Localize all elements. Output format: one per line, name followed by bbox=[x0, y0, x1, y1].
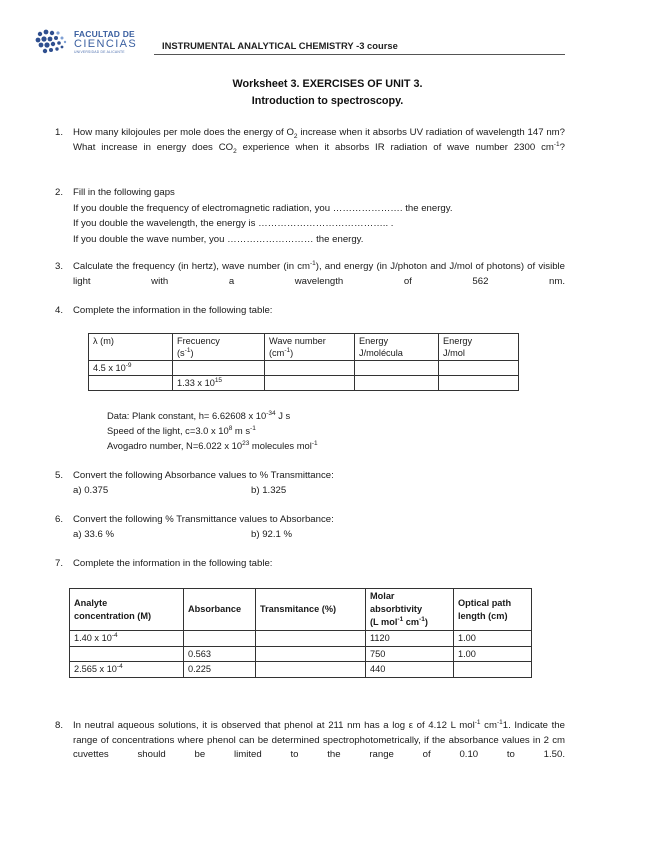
question-1 bbox=[55, 126, 565, 170]
question-4 bbox=[55, 304, 565, 319]
header-molar-absorbtivity: Molar absorbtivity (L mol$^{-1}$ $cm^{-1}$) bbox=[366, 589, 454, 631]
cell-absorbance: 0.563 bbox=[184, 646, 256, 662]
question-7 bbox=[55, 557, 565, 572]
plank-constant: Data: Plank constant, h= 6.62608 x $10^{-34}$ J s bbox=[107, 409, 291, 421]
question-number: 3. bbox=[55, 261, 64, 272]
cell-concentration: 1.40 x $10^{-4}$ bbox=[70, 631, 184, 647]
question-8 bbox=[55, 719, 565, 777]
question-text: Complete the information in the following table: bbox=[73, 558, 273, 569]
logo-line1: FACULTAD DE bbox=[74, 29, 135, 40]
logo-tagline: UNIVERSIDAD DE ALICANTE bbox=[74, 49, 125, 54]
cell-empty bbox=[265, 361, 355, 376]
cell-empty bbox=[439, 361, 519, 376]
cell-transmitance bbox=[256, 646, 366, 662]
table-row bbox=[70, 646, 532, 662]
faculty-logo bbox=[34, 28, 137, 56]
cell-path bbox=[454, 662, 532, 678]
option-a: a) 33.6 % bbox=[73, 528, 115, 540]
header-wavenumber: Wave number $(cm^{-1})$ bbox=[265, 334, 355, 361]
cell-concentration: 2.565 x $10^{-4}$ bbox=[70, 662, 184, 678]
cell-absorbance: 0.225 bbox=[184, 662, 256, 678]
question-number: 7. bbox=[55, 558, 64, 569]
option-b: b) 1.325 bbox=[251, 484, 287, 496]
cell-empty bbox=[89, 376, 173, 391]
header-lambda: λ (m) bbox=[89, 334, 173, 361]
gap-line-3: If you double the wave number, you ……………………… the energy. bbox=[73, 233, 364, 245]
header-energy-molecule: Energy J/molécula bbox=[355, 334, 439, 361]
question-number: 8. bbox=[55, 720, 64, 731]
question-number: 5. bbox=[55, 470, 64, 481]
course-title: INSTRUMENTAL ANALYTICAL CHEMISTRY -3 course bbox=[162, 40, 398, 51]
cell-molar: 440 bbox=[366, 662, 454, 678]
question-number: 6. bbox=[55, 514, 64, 525]
question-5 bbox=[55, 469, 565, 498]
question-number: 4. bbox=[55, 305, 64, 316]
logo-line2: CIENCIAS bbox=[74, 37, 138, 50]
worksheet-title: Worksheet 3. EXERCISES OF UNIT 3. bbox=[232, 78, 423, 90]
cell-concentration bbox=[70, 646, 184, 662]
cell-lambda: 4.5 x $10^{-9}$ bbox=[89, 361, 173, 376]
cell-frequency: 1.33 x $10^{15}$ bbox=[173, 376, 265, 391]
worksheet-subtitle: Introduction to spectroscopy. bbox=[251, 95, 404, 107]
table-row bbox=[89, 361, 519, 376]
question-text: In neutral aqueous solutions, it is observed that phenol at 211 nm has a log ε of 4.12 L mol$^{-1}$ $cm^{-1}1$. Indicate the range of concentrations where phenol can be determined spectrophotometrically, if the absorbance values in 2 cm cuvettes should be limited to the range of 0.10 to 1.50. bbox=[73, 718, 565, 761]
cell-path: 1.00 bbox=[454, 646, 532, 662]
cell-empty bbox=[439, 376, 519, 391]
gap-line-1: If you double the frequency of electromagnetic radiation, you …………………. the energy. bbox=[73, 202, 453, 214]
question-number: 1. bbox=[55, 127, 64, 138]
cell-empty bbox=[355, 376, 439, 391]
cell-empty bbox=[355, 361, 439, 376]
question-2 bbox=[55, 186, 565, 247]
header-frequency: Frecuency $(s^{-1})$ bbox=[173, 334, 265, 361]
speed-of-light: Speed of the light, c=3.0 x $10^8$ m $s^{-1}$ bbox=[107, 424, 256, 436]
question-6 bbox=[55, 513, 565, 542]
question-text: Convert the following % Transmittance values to Absorbance: a) 33.6 % b) 92.1 % bbox=[73, 513, 565, 542]
table-row bbox=[70, 631, 532, 647]
cell-empty bbox=[265, 376, 355, 391]
dots-logo-icon bbox=[34, 28, 70, 56]
cell-transmitance bbox=[256, 631, 366, 647]
question-text: Calculate the frequency (in hertz), wave number (in $cm^{-1}$), and energy (in J/photon and J/mol of photons) of visible light with a wavelength of 562 nm. bbox=[73, 259, 566, 287]
header-rule bbox=[154, 54, 565, 55]
question-text: Fill in the following gaps If you double the frequency of electromagnetic radiation, you …………………. the energy. If you double the wavelength, the energy is ………………………………….. . If you double the wave number, you ……………………… the energy. bbox=[73, 186, 565, 247]
header-transmitance: Transmitance (%) bbox=[256, 589, 366, 631]
question-number: 2. bbox=[55, 187, 64, 198]
gap-line-2: If you double the wavelength, the energy is ………………………………….. . bbox=[73, 218, 394, 230]
question-3 bbox=[55, 260, 565, 304]
cell-transmitance bbox=[256, 662, 366, 678]
cell-absorbance bbox=[184, 631, 256, 647]
conversion-table bbox=[88, 333, 519, 391]
avogadro-number: Avogadro number, N=6.022 x $10^{23}$ molecules mol$^{-1}$ bbox=[107, 439, 318, 451]
question-text: Complete the information in the following table: bbox=[73, 305, 273, 316]
table-row bbox=[70, 662, 532, 678]
absorbance-table bbox=[69, 588, 532, 678]
question-text: Convert the following Absorbance values to % Transmittance: a) 0.375 b) 1.325 bbox=[73, 469, 565, 498]
table-row bbox=[89, 376, 519, 391]
header-energy-mol: Energy J/mol bbox=[439, 334, 519, 361]
cell-molar: 750 bbox=[366, 646, 454, 662]
cell-path: 1.00 bbox=[454, 631, 532, 647]
header-concentration: Analyte concentration (M) bbox=[70, 589, 184, 631]
table-header-row bbox=[70, 589, 532, 631]
cell-molar: 1120 bbox=[366, 631, 454, 647]
constants-data bbox=[107, 408, 318, 453]
table-header-row bbox=[89, 334, 519, 361]
cell-empty bbox=[173, 361, 265, 376]
option-a: a) 0.375 bbox=[73, 484, 109, 496]
question-text: How many kilojoules per mole does the energy of $O_2$ increase when it absorbs UV radiation of wavelength 147 nm? What increase in energy does $CO_2$ experience when it absorbs IR radiation of wave number 2300 $cm^{-1}$? bbox=[73, 127, 566, 155]
header-optical-path: Optical path length (cm) bbox=[454, 589, 532, 631]
header-absorbance: Absorbance bbox=[184, 589, 256, 631]
option-b: b) 92.1 % bbox=[251, 528, 293, 540]
